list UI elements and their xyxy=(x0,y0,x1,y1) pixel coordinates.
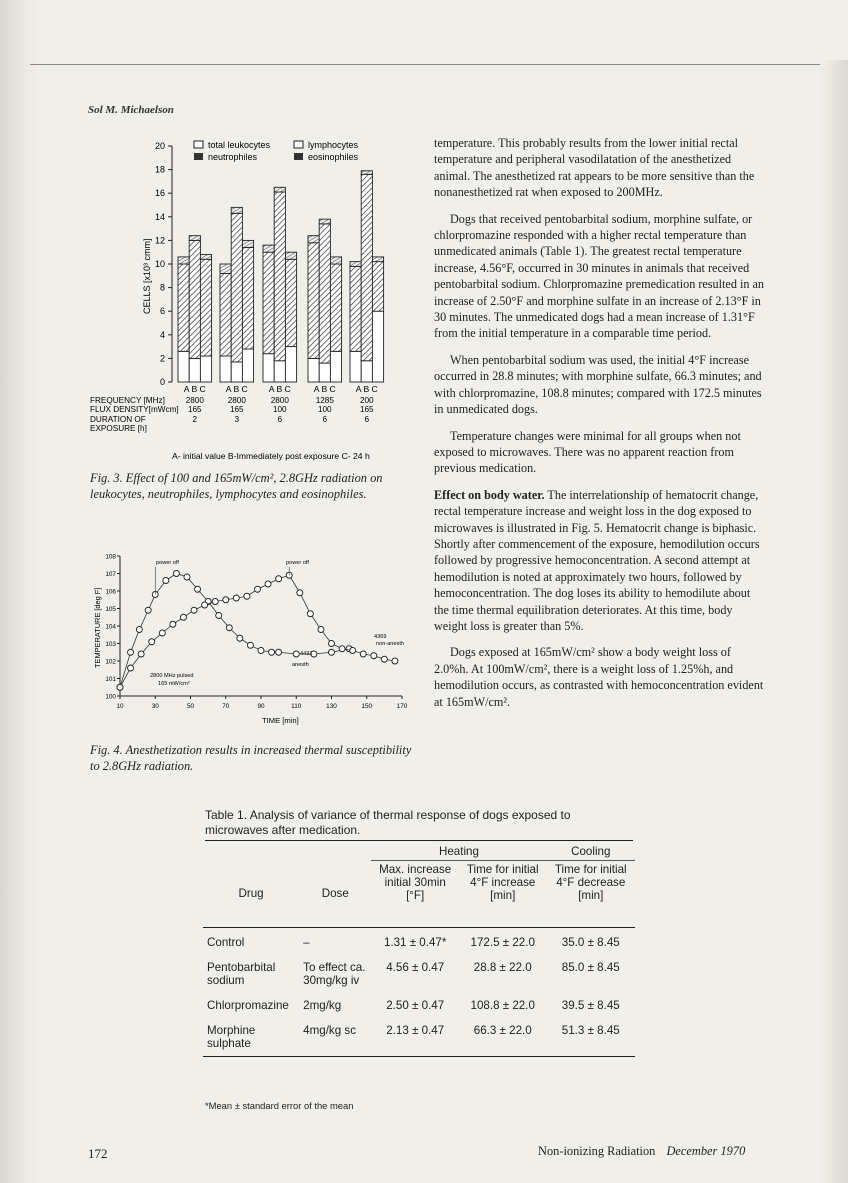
fig3-flux-value: 165 xyxy=(229,405,244,414)
cell-time-inc: 28.8 ± 22.0 xyxy=(473,960,532,974)
bar-eosinophiles xyxy=(372,257,383,262)
fig3-duration-value: 3 xyxy=(234,415,240,424)
bar-lymphocytes xyxy=(178,351,189,382)
fig4-point xyxy=(392,658,398,664)
bar-eosinophiles xyxy=(263,245,274,252)
fig4-point xyxy=(233,595,239,601)
cell-time-dec: 51.3 ± 8.45 xyxy=(561,1023,620,1037)
bar-neutrophiles xyxy=(200,259,211,356)
cell-dose: 2mg/kg xyxy=(303,998,342,1012)
scan-edge-left xyxy=(0,0,40,1183)
legend-swatch-neutro xyxy=(194,153,203,160)
legend-total-leukocytes: total leukocytes xyxy=(208,140,271,150)
bar-eosinophiles xyxy=(200,255,211,260)
fig4-point xyxy=(237,635,243,641)
fig3-group-abc-label: A B C xyxy=(355,384,378,394)
cell-max: 4.56 ± 0.47 xyxy=(386,960,445,974)
bar-neutrophiles xyxy=(231,213,242,362)
fig4-chart xyxy=(86,548,416,733)
fig4-point xyxy=(159,630,165,636)
bar-neutrophiles xyxy=(189,240,200,358)
bar-lymphocytes xyxy=(308,358,319,382)
fig3-bars xyxy=(178,171,384,394)
bar-neutrophiles xyxy=(220,273,231,356)
bar-lymphocytes xyxy=(361,361,372,382)
fig4-annotation: 2800 MHz pulsed xyxy=(150,673,194,679)
fig4-point xyxy=(195,586,201,592)
fig3-chart xyxy=(86,134,422,464)
fig4-point xyxy=(136,627,142,633)
paragraph-4: Temperature changes were minimal for all groups when not exposed to microwaves. There was no apparent reaction from previous medication. xyxy=(434,428,741,476)
fig3-y-axis-label: CELLS [x10³ cmm] xyxy=(142,238,152,314)
bar-neutrophiles xyxy=(361,174,372,360)
table-header-row xyxy=(203,861,635,927)
fig3-flux-value: 100 xyxy=(317,405,332,414)
bar-neutrophiles xyxy=(308,243,319,359)
bar-lymphocytes xyxy=(231,362,242,382)
fig4-point xyxy=(247,642,253,648)
page-number: 172 xyxy=(88,1146,108,1161)
bar-eosinophiles xyxy=(319,219,330,224)
fig4-point xyxy=(138,651,144,657)
bar-lymphocytes xyxy=(319,363,330,382)
cell-time-dec: 85.0 ± 8.45 xyxy=(561,960,620,974)
fig4-y-tick-label: 104 xyxy=(105,623,116,631)
fig4-point xyxy=(117,684,123,690)
table-row xyxy=(203,928,635,951)
fig3-group-abc-label: A B C xyxy=(225,384,248,394)
bar-eosinophiles xyxy=(285,252,296,259)
footer-journal xyxy=(538,1144,745,1159)
fig4-point xyxy=(145,607,151,613)
paragraph-6: Dogs exposed at 165mW/cm² show a body weight loss of 2.0%h. At 100mW/cm², there is a weight loss of 1.25%h, and hemodilution occurs, as contrasted with hemoconcentration evident at 165mW/cm². xyxy=(434,645,764,709)
fig4-y-tick-label: 102 xyxy=(105,658,116,666)
running-header: Sol M. Michaelson xyxy=(88,104,174,116)
fig4-point xyxy=(269,649,275,655)
fig4-point xyxy=(244,593,250,599)
paragraph-1: temperature. This probably results from the lower initial rectal temperature and peripheral vasodilatation of the anesthetized animal. The anesthetized rat appears to be more sensitive than the nonanesthetized rat when exposed to 200MHz. xyxy=(434,136,755,200)
paragraph-5-text: The interrelationship of hematocrit change, rectal temperature increase and weight loss in the dog exposed to microwaves is illustrated in Fig. 5. Hematocrit change is biphasic. Shortly after commencement of the exposure, hemodilution occurs followed by progressive hemoconcentration. A second attempt at hemodilution is noted at approximately two hours, followed by hemoconcentration. The dog loses its ability to hemodilute about the time thermal equilibration deteriorates. At this time, body weight loss is greater than 5%. xyxy=(434,487,760,633)
fig4-point xyxy=(149,639,155,645)
fig3-duration-value: 6 xyxy=(364,415,370,424)
fig4-point xyxy=(307,611,313,617)
cell-drug: Chlorpromazine xyxy=(207,998,289,1012)
fig3-y-tick-label: 0 xyxy=(159,377,165,387)
fig4-y-tick-label: 108 xyxy=(105,553,116,561)
th-drug: Drug xyxy=(238,887,264,900)
fig4-line-series xyxy=(120,574,349,688)
fig3-y-tick-label: 14 xyxy=(154,211,165,222)
th-time-inc: Time for initial 4°F increase [min] xyxy=(466,863,539,902)
table-row xyxy=(203,951,635,989)
journal-date: December 1970 xyxy=(666,1144,746,1158)
legend-neutrophiles: neutrophiles xyxy=(208,152,258,162)
fig3-row-label: FLUX DENSITY[mWcm] xyxy=(90,405,179,414)
fig4-annotation: 4431 xyxy=(300,651,313,657)
bar-neutrophiles xyxy=(178,264,189,351)
fig3-y-tick-label: 6 xyxy=(159,306,165,317)
cell-drug: Pentobarbital sodium xyxy=(207,960,276,987)
paragraph-3: When pentobarbital sodium was used, the initial 4°F increase occurred in 28.8 minutes; with morphine sulfate, 66.3 minutes; and with chlorpromazine, 108.8 minutes; compared with 172.5 minutes in unmedicated dogs. xyxy=(434,352,762,417)
fig4-x-tick-label: 30 xyxy=(151,703,159,710)
bar-lymphocytes xyxy=(200,356,211,382)
fig3-group-abc-label: A B C xyxy=(313,384,336,394)
cell-dose: To effect ca. 30mg/kg iv xyxy=(303,960,366,987)
fig3-caption: Fig. 3. Effect of 100 and 165mW/cm², 2.8GHz radiation on leukocytes, neutrophiles, lymphocytes and eosinophiles. xyxy=(90,471,383,501)
fig3-y-tick-label: 18 xyxy=(154,164,165,175)
bar-eosinophiles xyxy=(330,257,341,264)
bar-eosinophiles xyxy=(350,262,361,267)
fig4-axes xyxy=(105,554,407,711)
fig3-duration-value: 6 xyxy=(277,415,283,424)
fig4-x-tick-label: 90 xyxy=(257,703,265,710)
bar-lymphocytes xyxy=(189,358,200,382)
fig3-frequency-value: 1285 xyxy=(315,396,334,405)
fig3-frequency-value: 2800 xyxy=(270,396,289,405)
fig3-y-tick-label: 4 xyxy=(159,329,165,340)
bar-eosinophiles xyxy=(231,207,242,213)
bar-eosinophiles xyxy=(189,236,200,241)
legend-swatch-eosino xyxy=(294,153,303,160)
fig4-point xyxy=(329,641,335,647)
fig3-frequency-value: 2800 xyxy=(227,396,246,405)
table-row xyxy=(203,989,635,1014)
group-heating: Heating xyxy=(371,843,546,861)
fig3-y-tick-label: 8 xyxy=(159,282,165,293)
fig4-point xyxy=(258,648,264,654)
fig3-footnote: A- initial value B-Immediately post exposure C- 24 h xyxy=(172,451,370,461)
fig4-point xyxy=(371,653,377,659)
scan-edge-right xyxy=(820,60,848,1183)
fig4-point xyxy=(212,599,218,605)
fig4-point xyxy=(329,649,335,655)
fig4-point xyxy=(254,586,260,592)
cell-time-inc: 66.3 ± 22.0 xyxy=(473,1023,532,1037)
cell-max: 2.13 ± 0.47 xyxy=(386,1023,445,1037)
fig4-x-tick-label: 70 xyxy=(222,703,230,710)
bar-neutrophiles xyxy=(330,264,341,351)
fig4-annotation: 4369 xyxy=(374,634,387,640)
group-cooling: Cooling xyxy=(547,843,635,861)
bar-neutrophiles xyxy=(285,259,296,346)
fig4-point xyxy=(202,602,208,608)
fig4-x-tick-label: 170 xyxy=(396,703,408,710)
fig4-point xyxy=(223,597,229,603)
bar-lymphocytes xyxy=(285,347,296,382)
bar-lymphocytes xyxy=(242,349,253,382)
fig4-point xyxy=(265,581,271,587)
fig3-legend xyxy=(194,140,359,162)
cell-dose: 4mg/kg sc xyxy=(303,1023,356,1037)
fig4-point xyxy=(128,665,134,671)
cell-time-dec: 39.5 ± 8.45 xyxy=(561,998,620,1012)
bar-lymphocytes xyxy=(372,311,383,382)
fig3-parameter-rows xyxy=(90,396,374,433)
fig4-point xyxy=(128,649,134,655)
fig4-y-tick-label: 106 xyxy=(105,588,116,596)
fig3-y-tick-label: 16 xyxy=(154,188,165,199)
bar-neutrophiles xyxy=(263,252,274,353)
cell-drug: Morphine sulphate xyxy=(207,1023,256,1050)
fig4-x-tick-label: 50 xyxy=(186,703,195,710)
paragraph-5 xyxy=(434,487,764,635)
fig3-y-tick-label: 20 xyxy=(154,141,165,151)
table-body xyxy=(203,928,635,1056)
fig4-point xyxy=(170,621,176,627)
fig4-point xyxy=(173,571,179,577)
fig3-duration-value: 6 xyxy=(322,415,328,424)
cell-time-dec: 35.0 ± 8.45 xyxy=(561,935,620,949)
fig3-flux-value: 165 xyxy=(187,405,202,414)
bar-lymphocytes xyxy=(274,361,285,382)
fig4-point xyxy=(339,646,345,652)
fig4-y-tick-label: 105 xyxy=(105,606,116,613)
legend-swatch-lympho xyxy=(294,141,303,148)
fig3-group-abc-label: A B C xyxy=(183,384,206,394)
fig4-x-tick-label: 130 xyxy=(326,703,337,710)
fig4-y-axis-label: TEMPERATURE [deg F] xyxy=(93,587,102,668)
fig4-annotation: power off xyxy=(286,560,309,566)
fig4-point xyxy=(381,656,387,662)
fig4-x-tick-label: 10 xyxy=(116,703,124,710)
bar-eosinophiles xyxy=(220,264,231,273)
fig4-point xyxy=(350,648,356,654)
bar-lymphocytes xyxy=(263,354,274,382)
section-heading: Effect on body water. xyxy=(434,487,545,502)
fig3-y-tick-label: 12 xyxy=(154,235,165,246)
top-rule xyxy=(30,64,820,65)
fig4-point xyxy=(360,651,366,657)
fig4-annotation: anesth xyxy=(292,662,309,668)
fig4-y-tick-label: 103 xyxy=(105,641,116,648)
fig4-point xyxy=(163,578,169,584)
fig3-flux-value: 165 xyxy=(359,405,374,414)
fig3-row-label: EXPOSURE [h] xyxy=(90,424,147,433)
table-1 xyxy=(203,843,635,1057)
fig3-axes xyxy=(155,141,172,387)
bar-eosinophiles xyxy=(361,171,372,175)
table-footnote: *Mean ± standard error of the mean xyxy=(205,1100,354,1111)
fig4-point xyxy=(297,590,303,596)
journal-name: Non-ionizing Radiation xyxy=(538,1144,656,1158)
table-rule-bottom xyxy=(203,1056,635,1057)
th-max: Max. increase initial 30min [°F] xyxy=(379,863,452,902)
fig4-annotation: 165 mW/cm² xyxy=(158,681,190,687)
cell-dose: – xyxy=(303,935,310,949)
legend-swatch-total xyxy=(194,141,203,148)
fig4-point xyxy=(276,649,282,655)
fig4-y-tick-label: 107 xyxy=(105,571,116,578)
bar-lymphocytes xyxy=(220,356,231,382)
fig3-group-abc-label: A B C xyxy=(268,384,291,394)
legend-lymphocytes: lymphocytes xyxy=(308,140,359,150)
bar-eosinophiles xyxy=(274,187,285,192)
fig4-point xyxy=(180,614,186,620)
bar-neutrophiles xyxy=(372,262,383,312)
fig4-point xyxy=(191,607,197,613)
fig4-y-tick-label: 101 xyxy=(105,676,116,683)
bar-neutrophiles xyxy=(242,247,253,348)
fig3-y-tick-label: 2 xyxy=(159,353,165,364)
table-rule-top xyxy=(205,840,633,841)
cell-time-inc: 108.8 ± 22.0 xyxy=(470,998,535,1012)
cell-max: 1.31 ± 0.47* xyxy=(383,935,447,949)
bar-neutrophiles xyxy=(274,192,285,361)
fig3-flux-value: 100 xyxy=(272,405,287,414)
fig4-y-tick-label: 100 xyxy=(105,693,116,701)
th-time-dec: Time for initial 4°F decrease [min] xyxy=(554,863,627,902)
fig4-x-tick-label: 150 xyxy=(361,703,373,710)
bar-eosinophiles xyxy=(242,240,253,247)
cell-max: 2.50 ± 0.47 xyxy=(386,998,445,1012)
paragraph-2: Dogs that received pentobarbital sodium, morphine sulfate, or chlorpromazine responded with a higher rectal temperature than unmedicated animals (Table 1). The greatest rectal temperature increase, 4.56°F, occurred in 30 minutes in animals that received pentobarbital sodium. Chlorpromazine premedication resulted in an increase of 2.50°F and morphine sulfate in an increase of 2.13°F in 30 minutes. The unmedicated dogs had a mean increase of 1.31°F from the initial temperature in a comparable time period. xyxy=(434,211,764,341)
cell-drug: Control xyxy=(207,935,245,949)
fig4-annotation: power off xyxy=(156,560,179,566)
table-group-header xyxy=(203,843,635,861)
bar-eosinophiles xyxy=(308,236,319,243)
fig3-frequency-value: 2800 xyxy=(185,396,204,405)
fig4-point xyxy=(293,651,299,657)
fig4-point xyxy=(226,625,232,631)
fig3-row-label: FREQUENCY [MHz] xyxy=(90,396,165,405)
bar-lymphocytes xyxy=(350,351,361,382)
fig3-y-tick-label: 10 xyxy=(154,259,165,269)
table-caption: Table 1. Analysis of variance of thermal response of dogs exposed to microwaves after medication. xyxy=(205,808,571,837)
fig4-point xyxy=(276,576,282,582)
fig4-point xyxy=(318,627,324,633)
fig4-annotation: non-anesth xyxy=(376,641,404,647)
right-column xyxy=(434,135,764,720)
table-row xyxy=(203,1014,635,1052)
fig3-row-label: DURATION OF xyxy=(90,415,146,424)
fig3-frequency-value: 200 xyxy=(359,396,374,405)
fig4-point xyxy=(184,574,190,580)
cell-time-inc: 172.5 ± 22.0 xyxy=(470,935,535,949)
fig3-duration-value: 2 xyxy=(192,415,198,424)
bar-lymphocytes xyxy=(330,351,341,382)
bar-neutrophiles xyxy=(319,224,330,363)
bar-eosinophiles xyxy=(178,257,189,264)
legend-eosinophiles: eosinophiles xyxy=(308,152,359,162)
bar-neutrophiles xyxy=(350,266,361,351)
fig4-x-axis-label: TIME [min] xyxy=(262,716,299,725)
th-dose: Dose xyxy=(321,887,349,900)
fig4-caption: Fig. 4. Anesthetization results in increased thermal susceptibility to 2.8GHz radiation. xyxy=(90,743,412,773)
fig4-x-tick-label: 110 xyxy=(291,703,302,710)
fig4-point xyxy=(216,613,222,619)
